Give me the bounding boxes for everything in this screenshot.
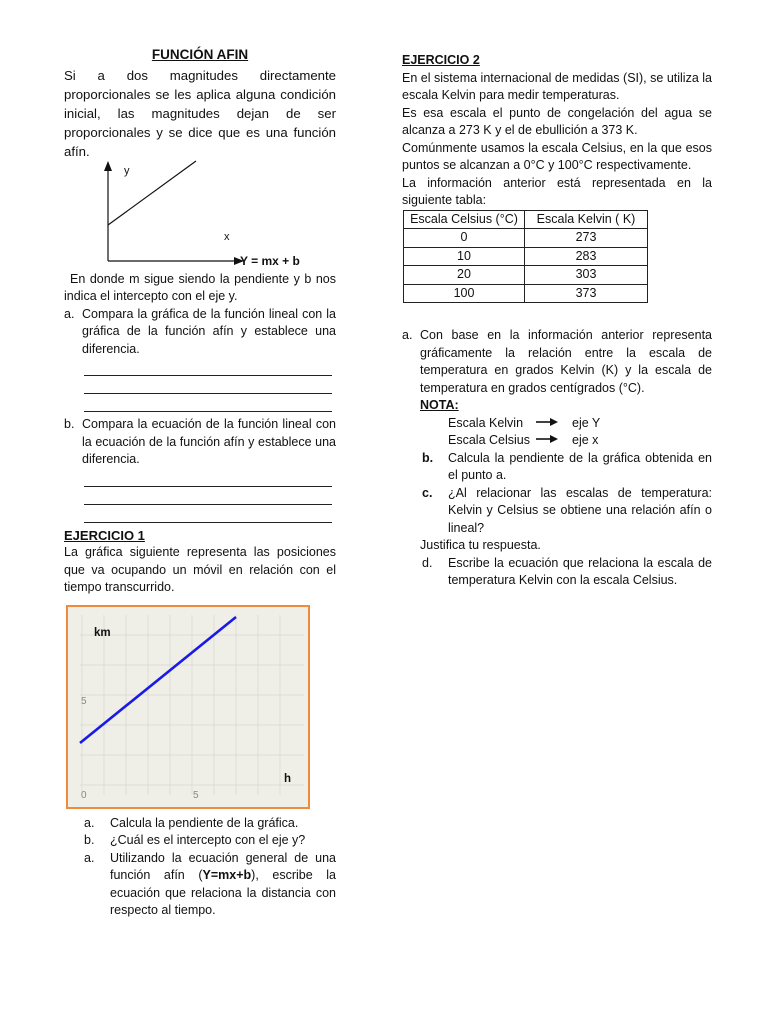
table-row: [404, 229, 648, 248]
table-cell: 283: [525, 247, 648, 266]
table-cell: 0: [404, 229, 525, 248]
right-arrow-icon: [536, 415, 572, 433]
tick-x-5: 5: [193, 789, 199, 801]
ejercicio1-heading: EJERCICIO 1: [64, 527, 145, 543]
ej2-question-d: [422, 555, 712, 590]
question-a: [64, 306, 336, 359]
ejercicio2-paragraph: La información anterior está representada en la siguiente tabla:: [402, 175, 712, 207]
nota-value: eje Y: [572, 415, 601, 430]
answer-line[interactable]: [84, 358, 332, 376]
question-label: a.: [64, 306, 75, 321]
table-cell: 100: [404, 284, 525, 303]
question-label: b.: [64, 417, 75, 431]
ejercicio1-text: La gráfica siguiente representa las posiciones que va ocupando un móvil en relación con el tiempo transcurrido.: [64, 545, 336, 594]
answer-line[interactable]: [84, 487, 332, 505]
question-label: b.: [422, 450, 434, 465]
x-axis-label: x: [224, 230, 230, 243]
answer-line[interactable]: [84, 376, 332, 394]
question-text: Utilizando la ecuación general de una función afín (Y=mx+b), escribe la ecuación que relaciona la distancia con respecto al tiempo.: [110, 850, 337, 917]
question-label: a.: [402, 328, 413, 342]
general-equation: Y=mx+b: [202, 868, 252, 882]
ejercicio2-heading: EJERCICIO 2: [402, 53, 480, 67]
temperature-table: [403, 210, 648, 304]
nota-row: [448, 432, 712, 450]
question-text: Calcula la pendiente de la gráfica obtenida en el punto a.: [448, 450, 712, 482]
table-row: [404, 266, 648, 285]
question-text: ¿Al relacionar las escalas de temperatura: Kelvin y Celsius se obtiene una relación afín o lineal?: [448, 485, 712, 535]
question-label: b.: [84, 833, 95, 847]
answer-line[interactable]: [84, 469, 332, 487]
question-text-after: escribe la ecuación que relaciona la distancia con respecto al tiempo.: [110, 868, 337, 917]
ej1-question-c: [84, 850, 336, 920]
question-text: Escribe la ecuación que relaciona la escala de temperatura Kelvin con la escala Celsius.: [448, 555, 712, 587]
table-header: Escala Celsius (°C): [404, 210, 525, 229]
y-unit-label: km: [94, 626, 111, 639]
affine-function-diagram: [64, 161, 336, 269]
left-column: [64, 46, 336, 920]
table-row: [404, 284, 648, 303]
tick-origin: 0: [81, 789, 87, 801]
explanation-text: En donde m sigue siendo la pendiente y b nos indica el intercepto con el eje y.: [64, 271, 336, 303]
right-column: [402, 52, 712, 590]
table-header: Escala Kelvin ( K): [525, 210, 648, 229]
question-text-before: Utilizando la ecuación general de una función afín: [110, 850, 336, 882]
intro-paragraph: Si a dos magnitudes directamente proporcionales se les aplica alguna condición inicial, las magnitudes dejan de ser proporcionales y se dice que es una función afín.: [64, 67, 336, 159]
table-cell: 10: [404, 247, 525, 266]
question-text: ¿Cuál es el intercepto con el eje y?: [110, 833, 306, 847]
ej2-question-c: [422, 485, 712, 538]
question-text: Con base en la información anterior representa gráficamente la relación entre la escala de temperatura en grados Kelvin (K) y la escala de temperatura en grados centígrados (°C).: [420, 328, 712, 395]
ejercicio2-paragraph: En el sistema internacional de medidas (SI), se utiliza la escala Kelvin para medir temperaturas.: [402, 70, 712, 102]
page-title: FUNCIÓN AFIN: [151, 47, 249, 62]
question-text: Compara la ecuación de la función lineal con la ecuación de la función afín y establece una diferencia.: [82, 417, 336, 466]
table-cell: 20: [404, 266, 525, 285]
ejercicio2-paragraph: Comúnmente usamos la escala Celsius, en la que esos puntos se alcanzan a 0°C y 100°C respectivamente.: [402, 140, 712, 172]
table-cell: 303: [525, 266, 648, 285]
question-text: Compara la gráfica de la función lineal con la gráfica de la función afín y establece una diferencia.: [82, 306, 336, 356]
question-label: d.: [422, 555, 433, 570]
question-label: c.: [422, 485, 433, 500]
table-cell: 373: [525, 284, 648, 303]
nota-value: eje x: [572, 433, 599, 447]
ej2-question-a: [402, 327, 712, 397]
table-row: [404, 247, 648, 266]
y-axis-label: y: [124, 164, 130, 177]
table-header-row: [404, 210, 648, 229]
justify-text: Justifica tu respuesta.: [420, 538, 541, 552]
ej1-question-b: [84, 832, 336, 850]
position-time-chart: [66, 605, 310, 809]
ej1-question-a: [84, 815, 336, 833]
answer-line[interactable]: [84, 394, 332, 412]
x-unit-label: h: [284, 772, 292, 785]
nota-row: [448, 415, 712, 433]
question-b: [64, 416, 336, 469]
ej2-question-b: [422, 450, 712, 485]
equation-label: Y = mx + b: [240, 253, 300, 268]
answer-line[interactable]: [84, 505, 332, 523]
nota-key: Escala Celsius: [448, 433, 530, 447]
question-label: a.: [84, 850, 95, 865]
nota-key: Escala Kelvin: [448, 415, 524, 430]
ejercicio2-paragraph: Es esa escala el punto de congelación del agua se alcanza a 273 K y el de ebullición a 373 K.: [402, 105, 712, 137]
question-label: a.: [84, 815, 95, 830]
question-text: Calcula la pendiente de la gráfica.: [110, 815, 299, 830]
table-cell: 273: [525, 229, 648, 248]
nota-label: NOTA:: [420, 398, 459, 412]
right-arrow-icon: [536, 432, 572, 450]
tick-y-5: 5: [81, 695, 87, 707]
